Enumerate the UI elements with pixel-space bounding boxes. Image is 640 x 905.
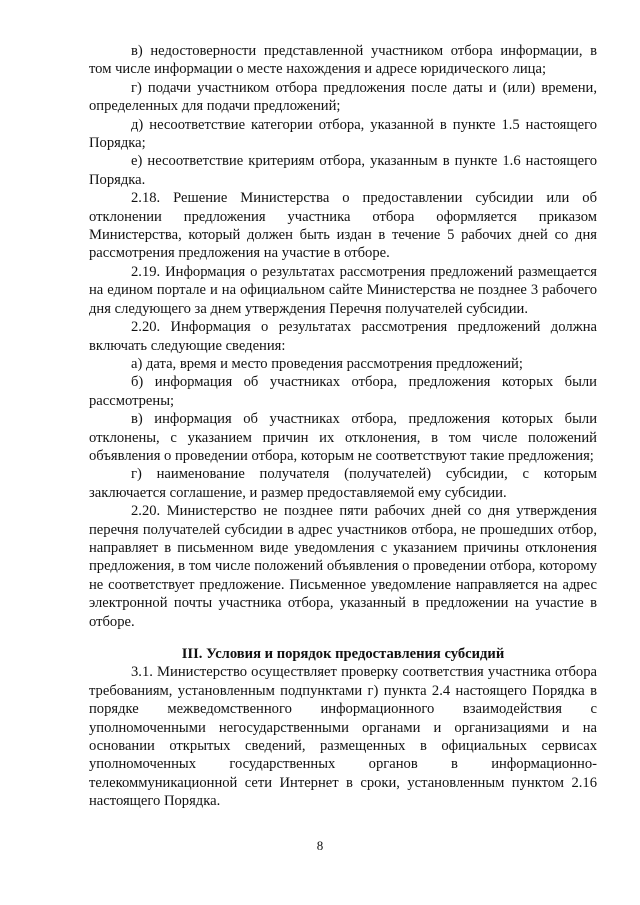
paragraph-2-19: 2.19. Информация о результатах рассмотрения предложений размещается на едином портале и на официальном сайте Министерства не позднее 3 рабочего дня следующего за днем утверждения Перечня получателей субсидии. (89, 263, 597, 317)
paragraph-item-v2: в) информация об участниках отбора, предложения которых были отклонены, с указанием причин их отклонения, в том числе положений объявления о проведении отбора, которым не соответствуют такие предложения; (89, 411, 597, 464)
document-page (89, 42, 597, 811)
paragraph-item-a: а) дата, время и место проведения рассмотрения предложений; (131, 355, 523, 372)
paragraph-2-18: 2.18. Решение Министерства о предоставлении субсидии или об отклонении предложения участника отбора оформляется приказом Министерства, который должен быть издан в течение 5 рабочих дней со дня рассмотрения предложения на участие в отборе. (89, 190, 597, 262)
paragraph-item-g2: г) наименование получателя (получателей) субсидии, с которым заключается соглашение, и размер предоставляемой ему субсидии. (89, 466, 597, 501)
paragraph-item-e: е) несоответствие критериям отбора, указанным в пункте 1.6 настоящего Порядка. (89, 153, 597, 188)
paragraph-2-20: 2.20. Информация о результатах рассмотрения предложений должна включать следующие сведения: (89, 319, 597, 354)
paragraph-item-g: г) подачи участником отбора предложения после даты и (или) времени, определенных для подачи предложений; (89, 79, 597, 115)
paragraph-3-1: 3.1. Министерство осуществляет проверку соответствия участника отбора требованиям, установленным подпунктами г) пункта 2.4 настоящего Порядка в порядке межведомственного информационного взаимодействия с уполномоченными негосударственными органами и организациями и на основании открытых сведений, размещенных в официальных сервисах уполномоченных государственных органов в информационно-телекоммуникационной сети Интернет в сроки, установленным пунктом 2.16 настоящего Порядка. (89, 664, 597, 810)
paragraph-item-v: в) недостоверности представленной участником отбора информации, в том числе информации о месте нахождения и адресе юридического лица; (89, 43, 597, 78)
paragraph-item-b: б) информация об участниках отбора, предложения которых были рассмотрены; (89, 374, 597, 409)
paragraph-2-20-notice: 2.20. Министерство не позднее пяти рабочих дней со дня утверждения перечня получателей субсидии в адрес участников отбора, не прошедших отбор, направляет в письменном виде уведомления с указанием причины отклонения предложения, в том числе положений объявления о проведении отбора, которому не соответствует предложение. Письменное уведомление направляется на адрес электронной почты участника отбора, указанный в предложении на участие в отборе. (89, 503, 597, 630)
paragraph-item-d: д) несоответствие категории отбора, указанной в пункте 1.5 настоящего Порядка; (89, 116, 597, 152)
page-number: 8 (316, 838, 324, 853)
section-heading: III. Условия и порядок предоставления субсидий (181, 646, 505, 662)
